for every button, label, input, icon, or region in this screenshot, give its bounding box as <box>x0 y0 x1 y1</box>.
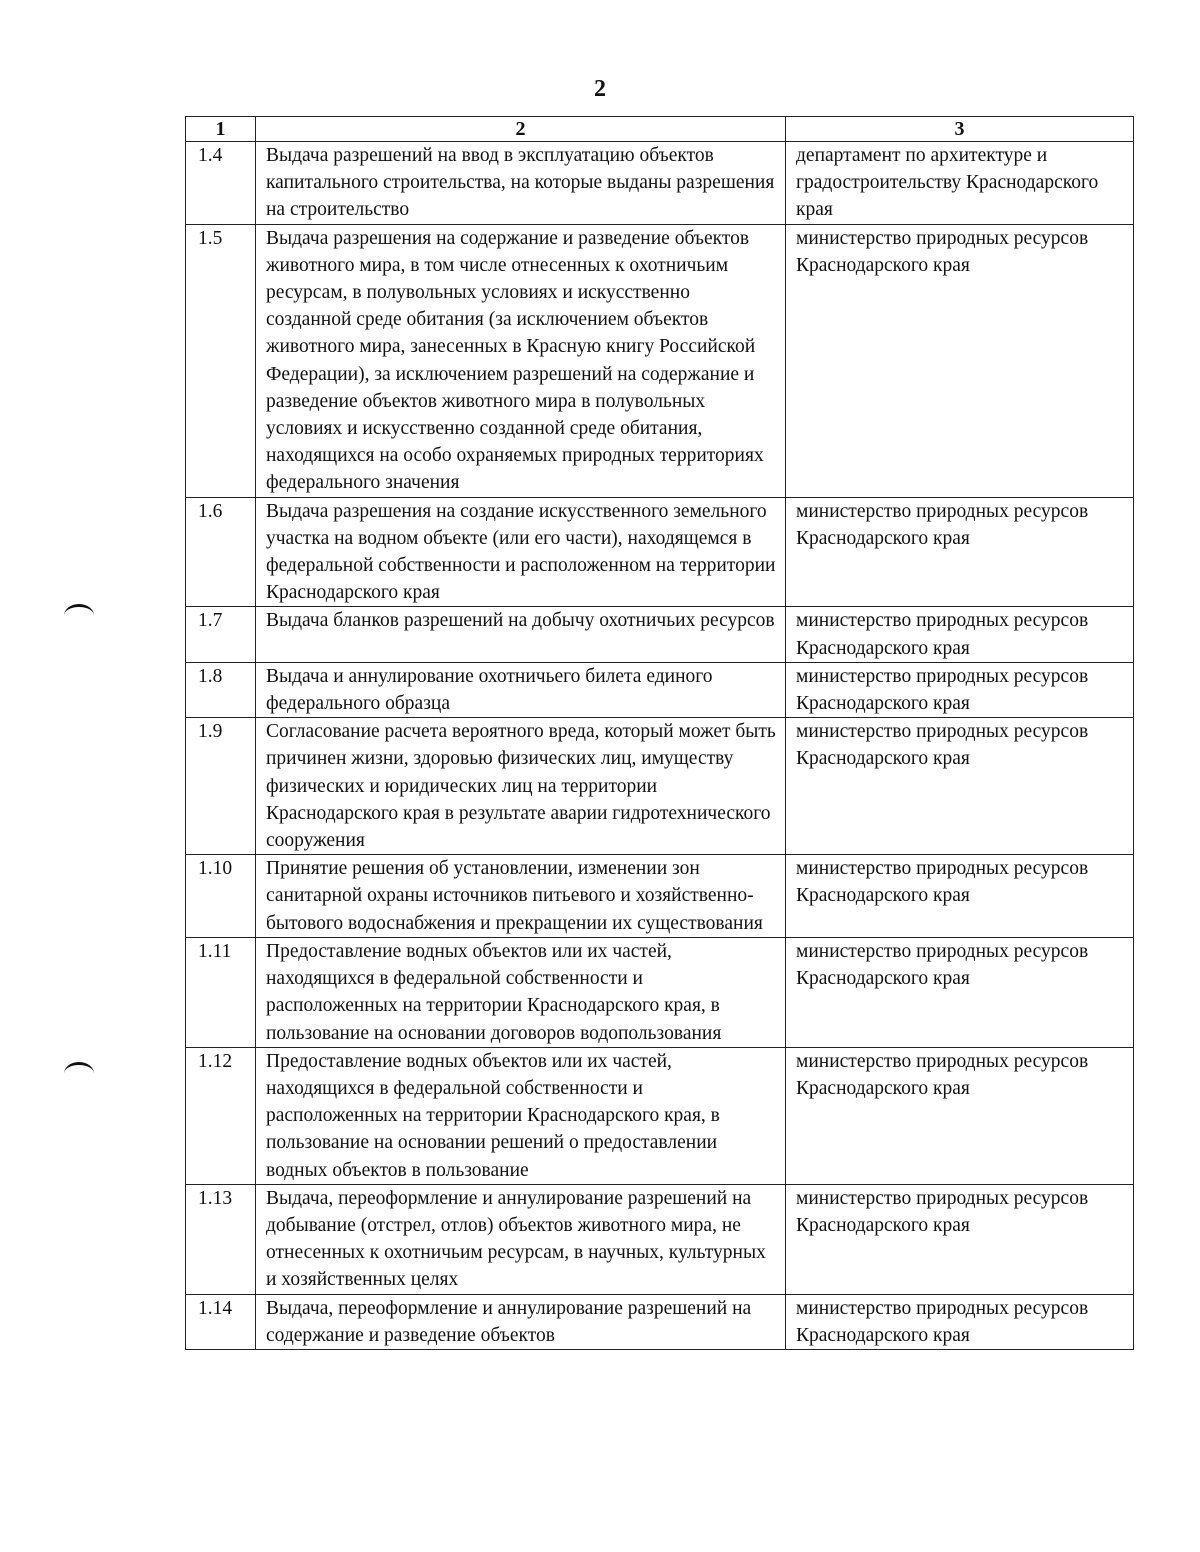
responsible-authority: министерство природных ресурсов Краснодарского края <box>786 1047 1134 1184</box>
services-table <box>185 116 1134 1350</box>
service-name: Выдача, переоформление и аннулирование разрешений на добывание (отстрел, отлов) объектов животного мира, не отнесенных к охотничьим ресурсам, в научных, культурных и хозяйственных целях <box>256 1184 786 1294</box>
service-name: Выдача разрешения на создание искусственного земельного участка на водном объекте (или его части), находящемся в федеральной собственности и расположенном на территории Краснодарского края <box>256 497 786 607</box>
table-row <box>186 497 1134 607</box>
service-name: Принятие решения об установлении, изменении зон санитарной охраны источников питьевого и хозяйственно-бытового водоснабжения и прекращении их существования <box>256 855 786 938</box>
table-row <box>186 937 1134 1047</box>
responsible-authority: министерство природных ресурсов Краснодарского края <box>786 497 1134 607</box>
row-number: 1.12 <box>186 1047 256 1184</box>
service-name: Предоставление водных объектов или их частей, находящихся в федеральной собственности и расположенных на территории Краснодарского края, в пользование на основании договоров водопользования <box>256 937 786 1047</box>
responsible-authority: министерство природных ресурсов Краснодарского края <box>786 607 1134 662</box>
responsible-authority: министерство природных ресурсов Краснодарского края <box>786 1294 1134 1349</box>
responsible-authority: министерство природных ресурсов Краснодарского края <box>786 937 1134 1047</box>
table-row <box>186 855 1134 938</box>
row-number: 1.8 <box>186 662 256 717</box>
table-row <box>186 142 1134 225</box>
row-number: 1.5 <box>186 224 256 497</box>
service-name: Выдача, переоформление и аннулирование разрешений на содержание и разведение объектов <box>256 1294 786 1349</box>
table-row <box>186 1047 1134 1184</box>
table-row <box>186 1294 1134 1349</box>
responsible-authority: министерство природных ресурсов Краснодарского края <box>786 718 1134 855</box>
column-header-number: 1 <box>186 117 256 142</box>
table-row <box>186 607 1134 662</box>
service-name: Выдача разрешений на ввод в эксплуатацию объектов капитального строительства, на которые выданы разрешения на строительство <box>256 142 786 225</box>
service-name: Выдача бланков разрешений на добычу охотничьих ресурсов <box>256 607 786 662</box>
table-row <box>186 224 1134 497</box>
table-row <box>186 662 1134 717</box>
table-header-row <box>186 117 1134 142</box>
column-header-authority: 3 <box>786 117 1134 142</box>
responsible-authority: министерство природных ресурсов Краснодарского края <box>786 662 1134 717</box>
row-number: 1.14 <box>186 1294 256 1349</box>
row-number: 1.6 <box>186 497 256 607</box>
row-number: 1.13 <box>186 1184 256 1294</box>
table-row <box>186 718 1134 855</box>
binding-mark-bottom <box>64 1062 94 1085</box>
responsible-authority: министерство природных ресурсов Краснодарского края <box>786 855 1134 938</box>
row-number: 1.7 <box>186 607 256 662</box>
row-number: 1.4 <box>186 142 256 225</box>
service-name: Согласование расчета вероятного вреда, который может быть причинен жизни, здоровью физических лиц, имуществу физических и юридических лиц на территории Краснодарского края в результате аварии гидротехнического сооружения <box>256 718 786 855</box>
responsible-authority: департамент по архитектуре и градостроительству Краснодарского края <box>786 142 1134 225</box>
responsible-authority: министерство природных ресурсов Краснодарского края <box>786 224 1134 497</box>
responsible-authority: министерство природных ресурсов Краснодарского края <box>786 1184 1134 1294</box>
row-number: 1.9 <box>186 718 256 855</box>
row-number: 1.10 <box>186 855 256 938</box>
row-number: 1.11 <box>186 937 256 1047</box>
binding-mark-top <box>64 604 94 627</box>
table-row <box>186 1184 1134 1294</box>
page-number: 2 <box>594 76 606 102</box>
service-name: Выдача и аннулирование охотничьего билета единого федерального образца <box>256 662 786 717</box>
service-name: Предоставление водных объектов или их частей, находящихся в федеральной собственности и расположенных на территории Краснодарского края, в пользование на основании решений о предоставлении водных объектов в пользование <box>256 1047 786 1184</box>
service-name: Выдача разрешения на содержание и разведение объектов животного мира, в том числе отнесенных к охотничьим ресурсам, в полувольных условиях и искусственно созданной среде обитания (за исключением объектов животного мира, занесенных в Красную книгу Российской Федерации), за исключением разрешений на содержание и разведение объектов животного мира в полувольных условиях и искусственно созданной среде обитания, находящихся на особо охраняемых природных территориях федерального значения <box>256 224 786 497</box>
column-header-service: 2 <box>256 117 786 142</box>
